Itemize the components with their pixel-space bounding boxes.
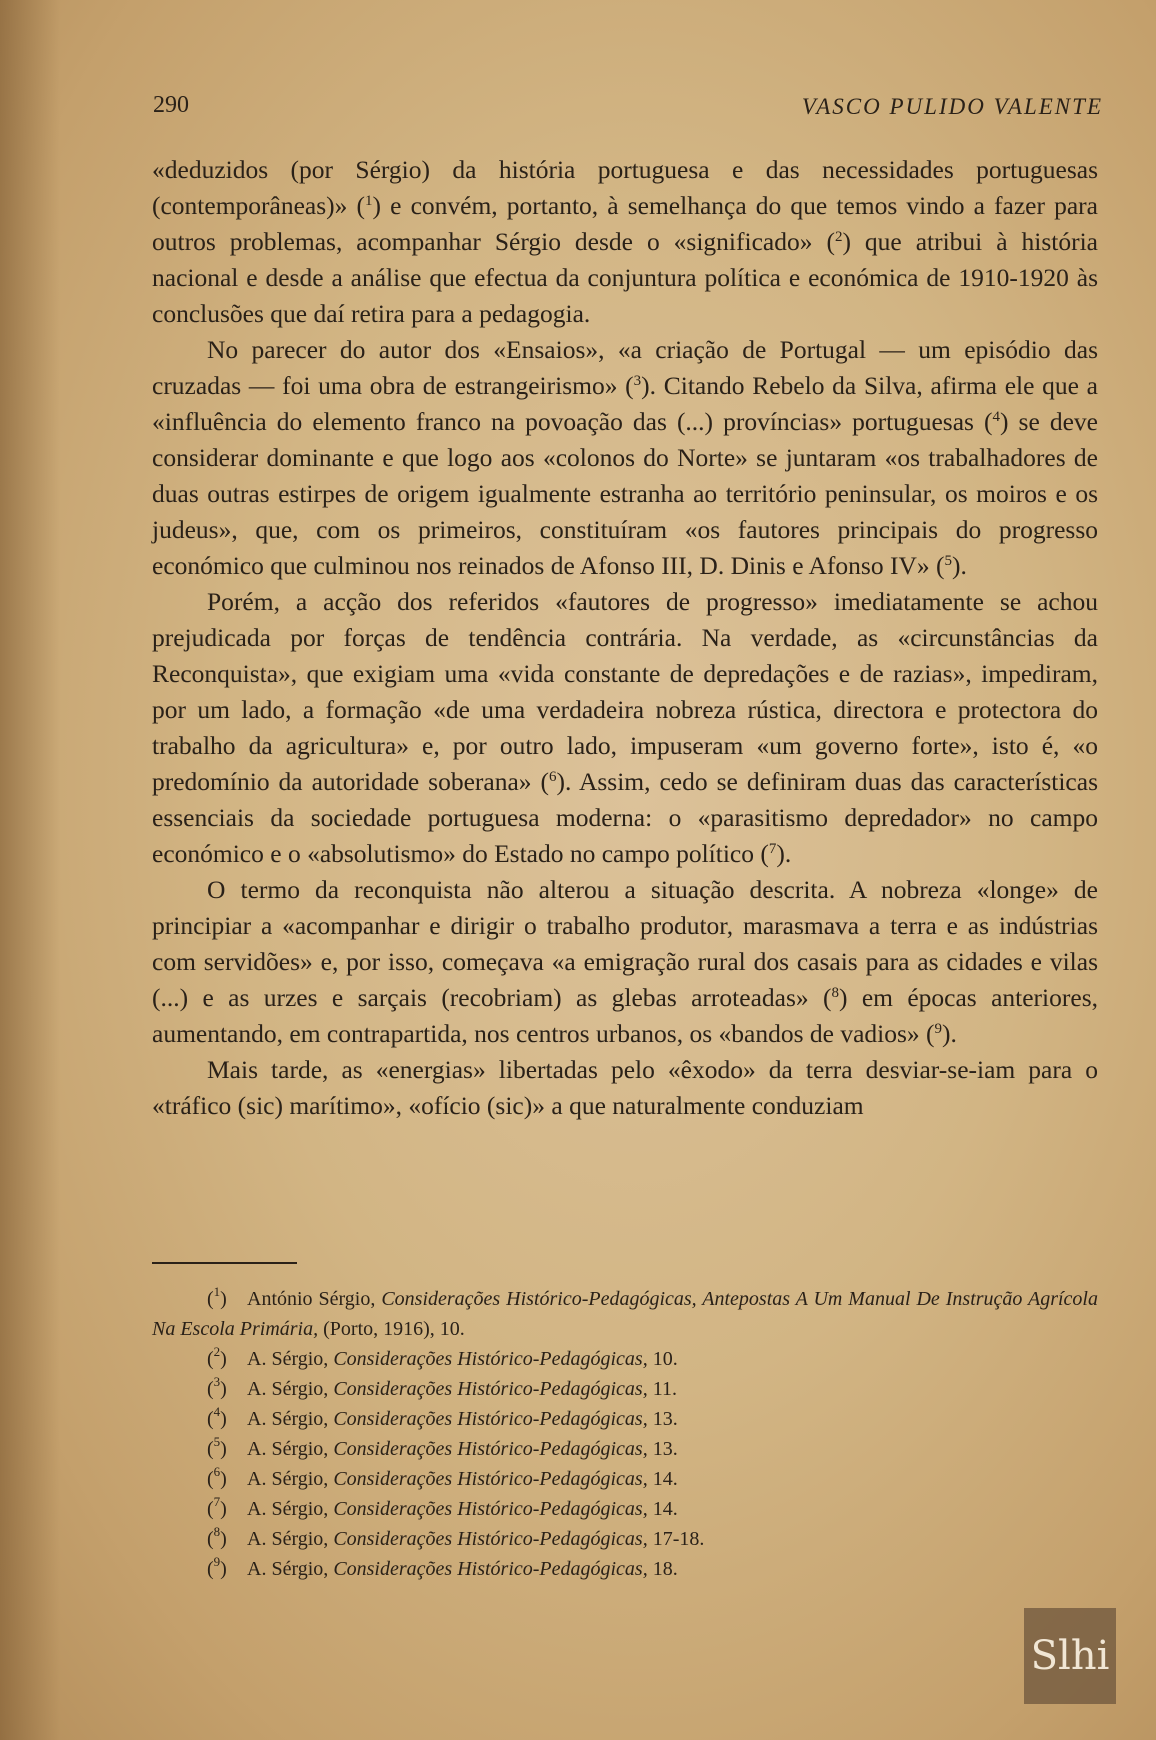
footnote [152,1434,1098,1464]
paragraph [152,152,1098,332]
footnote-author: A. Sérgio, [247,1378,334,1400]
footnote-title: Considerações Histórico-Pedagógicas, [333,1558,648,1580]
text-run: ) e convém, portanto, à semelhança do que temos vindo a fazer para outros problemas, acompanhar Sérgio desde o «significado» ( [152,191,1098,256]
footnote-page: 17-18. [647,1528,705,1550]
footnote-number-value: 8 [213,1524,221,1539]
footnote-author: A. Sérgio, [247,1438,334,1460]
text-run: ). Citando Rebelo da Silva, afirma ele que a «influência do elemento franco na povoação das (...) províncias» portuguesas ( [152,371,1098,436]
footnote-number: ($^5$) [207,1434,227,1460]
text-run: ). [951,551,967,580]
paragraph [152,584,1098,872]
footnote-number-value: 6 [213,1464,221,1479]
footnote-number: ($^6$) [207,1464,227,1490]
footnote-page: 14. [647,1468,678,1490]
footnote-title: Considerações Histórico-Pedagógicas, Antepostas A Um Manual De Instrução Agrícola Na Escola Primária, [152,1288,1098,1340]
footnote-page: 13. [647,1408,678,1430]
text-run: ). Assim, cedo se definiram duas das características essenciais da sociedade portuguesa moderna: o «parasitismo depredador» no campo económico e o «absolutismo» do Estado no campo político ( [152,767,1098,868]
paragraph [152,332,1098,584]
paragraph [152,872,1098,1052]
footnote-title: Considerações Histórico-Pedagógicas, [333,1498,648,1520]
footnote-ref: 6 [549,769,557,785]
footnote-ref: 1 [365,193,373,209]
footnote-number-value: 7 [213,1494,221,1509]
footnote-ref: 2 [834,229,843,245]
body-text [152,152,1098,1124]
footnote-number: ($^7$) [207,1494,227,1520]
footnote-page: 11. [647,1378,677,1400]
publisher-logo: Slhi [1024,1608,1116,1704]
running-head: VASCO PULIDO VALENTE [801,94,1103,119]
footnote-title: Considerações Histórico-Pedagógicas, [333,1348,648,1370]
paragraph [152,1052,1098,1124]
footnote-number-value: 2 [213,1344,221,1359]
footnote-separator [152,1262,297,1264]
footnote-number-value: 3 [213,1374,221,1389]
footnote-number: ($^8$) [207,1524,227,1550]
footnote [152,1344,1098,1374]
footnote-title: Considerações Histórico-Pedagógicas, [333,1468,648,1490]
footnote-number: ($^4$) [207,1404,227,1430]
footnote-number-value: 1 [213,1284,221,1299]
footnote [152,1374,1098,1404]
footnote [152,1494,1098,1524]
text-run: No parecer do autor dos «Ensaios», «a criação de Portugal — um episódio das cruzadas — foi uma obra de estrangeirismo» ( [152,335,1098,400]
footnote-number-value: 9 [213,1554,221,1569]
footnote-page: 13. [647,1438,678,1460]
footnote-page: 18. [647,1558,678,1580]
footnote-author: A. Sérgio, [247,1468,334,1490]
text-run: ). [942,1019,957,1048]
page-header [153,92,1103,132]
footnote-ref: 9 [934,1021,943,1037]
footnote-author: António Sérgio, [247,1288,382,1310]
footnote-author: A. Sérgio, [247,1498,334,1520]
text-run: «deduzidos (por Sérgio) da história portuguesa e das necessidades portuguesas (contemporâneas)» ( [152,155,1098,220]
footnote [152,1524,1098,1554]
footnote-author: A. Sérgio, [247,1558,334,1580]
footnote-number: ($^1$) [207,1284,227,1310]
text-run: ). [776,839,792,868]
footnote-title: Considerações Histórico-Pedagógicas, [333,1438,648,1460]
footnote-author: A. Sérgio, [247,1348,334,1370]
footnote [152,1554,1098,1584]
footnote-number: ($^3$) [207,1374,227,1400]
footnote-title: Considerações Histórico-Pedagógicas, [333,1408,648,1430]
footnotes [152,1284,1098,1584]
text-run: ) que atribui à história nacional e desde a análise que efectua da conjuntura política e económica de 1910-1920 às conclusões que daí retira para a pedagogia. [152,227,1099,328]
page-edge-shadow [0,0,60,1740]
footnote-page: 10. [647,1348,678,1370]
footnote [152,1404,1098,1434]
footnote-page: (Porto, 1916), 10. [318,1318,465,1340]
text-run: ) em épocas anteriores, aumentando, em contrapartida, nos centros urbanos, os «bandos de vadios» ( [152,983,1098,1048]
text-run: Porém, a acção dos referidos «fautores de progresso» imediatamente se achou prejudicada por forças de tendência contrária. Na verdade, as «circunstâncias da Reconquista», que exigiam uma «vida constante de depredações e de razias», impediram, por um lado, a formação «de uma verdadeira nobreza rústica, directora e protectora do trabalho da agricultura» e, por outro lado, impuseram «um governo forte», isto é, «o predomínio da autoridade soberana» ( [152,587,1098,796]
footnote-number: ($^9$) [207,1554,227,1580]
footnote-ref: 4 [992,409,1000,425]
footnote-title: Considerações Histórico-Pedagógicas, [333,1378,648,1400]
page-number: 290 [153,92,189,118]
footnote-number-value: 5 [213,1434,221,1449]
footnote-author: A. Sérgio, [247,1408,334,1430]
footnote-number-value: 4 [213,1404,221,1419]
footnote [152,1284,1098,1344]
footnote-ref: 7 [768,841,777,857]
footnote-author: A. Sérgio, [247,1528,334,1550]
footnote-title: Considerações Histórico-Pedagógicas, [333,1528,648,1550]
footnote-page: 14. [647,1498,678,1520]
footnote-ref: 8 [831,985,839,1001]
footnote [152,1464,1098,1494]
footnote-ref: 5 [944,553,952,569]
text-run: O termo da reconquista não alterou a situação descrita. A nobreza «longe» de principiar a «acompanhar e dirigir o trabalho produtor, marasmava a terra e as indústrias com servidões» e, por isso, começava «a emigração rural dos casais para as cidades e vilas (...) e as urzes e sarçais (recobriam) as glebas arroteadas» ( [152,875,1098,1012]
footnote-number: ($^2$) [207,1344,227,1370]
text-run: ) se deve considerar dominante e que logo aos «colonos do Norte» se juntaram «os trabalhadores de duas outras estirpes de origem igualmente estranha ao território peninsular, os moiros e os judeus», que, com os primeiros, constituíram «os fautores principais do progresso económico que culminou nos reinados de Afonso III, D. Dinis e Afonso IV» ( [152,407,1098,580]
text-run: Mais tarde, as «energias» libertadas pelo «êxodo» da terra desviar-se-iam para o «tráfico (sic) marítimo», «ofício (sic)» a que naturalmente conduziam [152,1055,1098,1120]
footnote-ref: 3 [633,373,642,389]
